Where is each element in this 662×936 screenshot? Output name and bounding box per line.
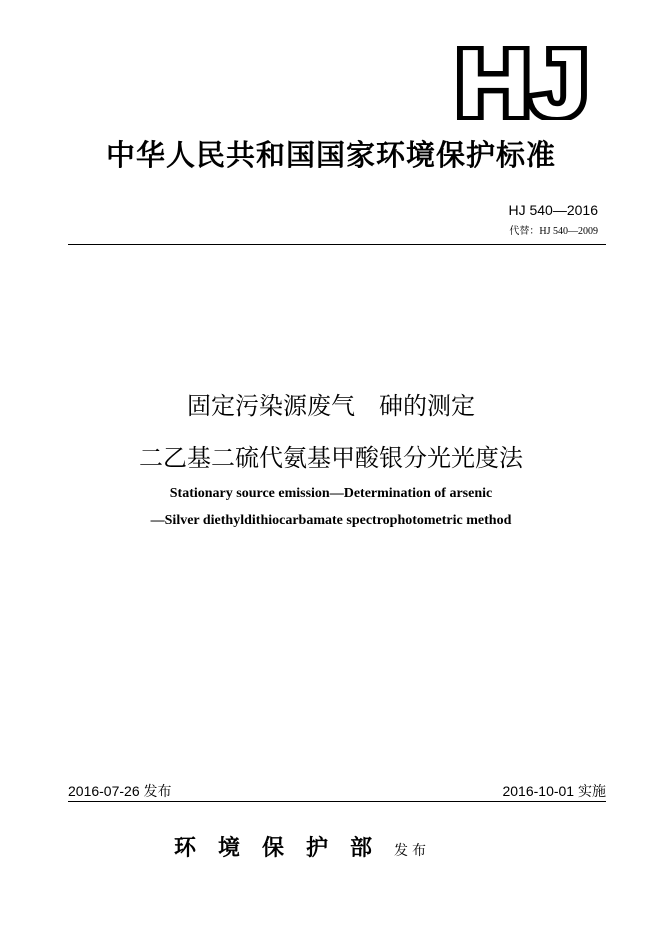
issuer-line: [174, 831, 430, 862]
header-divider: [68, 244, 606, 245]
title-english-line2: —Silver diethyldithiocarbamate spectrophotometric method: [150, 513, 512, 528]
logo-text: HJ: [456, 46, 588, 120]
title-english-line1: Stationary source emission—Determination of arsenic: [169, 486, 493, 501]
hj-logo-icon: [456, 46, 590, 120]
standard-number: HJ 540—2016: [508, 202, 598, 218]
title-chinese-line2: 二乙基二硫代氨基甲酸银分光光度法: [139, 444, 523, 472]
title-chinese-line1: 固定污染源废气 砷的测定: [187, 392, 475, 420]
issue-date: 2016-07-26 发布: [68, 783, 172, 799]
footer-divider: [68, 801, 606, 802]
national-standard-title: 中华人民共和国国家环境保护标准: [105, 138, 556, 172]
hj-logo: [456, 46, 590, 120]
replaces-standard: 代替：HJ 540—2009: [509, 226, 598, 237]
effective-date: 2016-10-01 实施: [502, 783, 606, 799]
issuer-suffix: 发布: [394, 843, 431, 859]
issuer-name: 环境保护部: [174, 835, 395, 861]
